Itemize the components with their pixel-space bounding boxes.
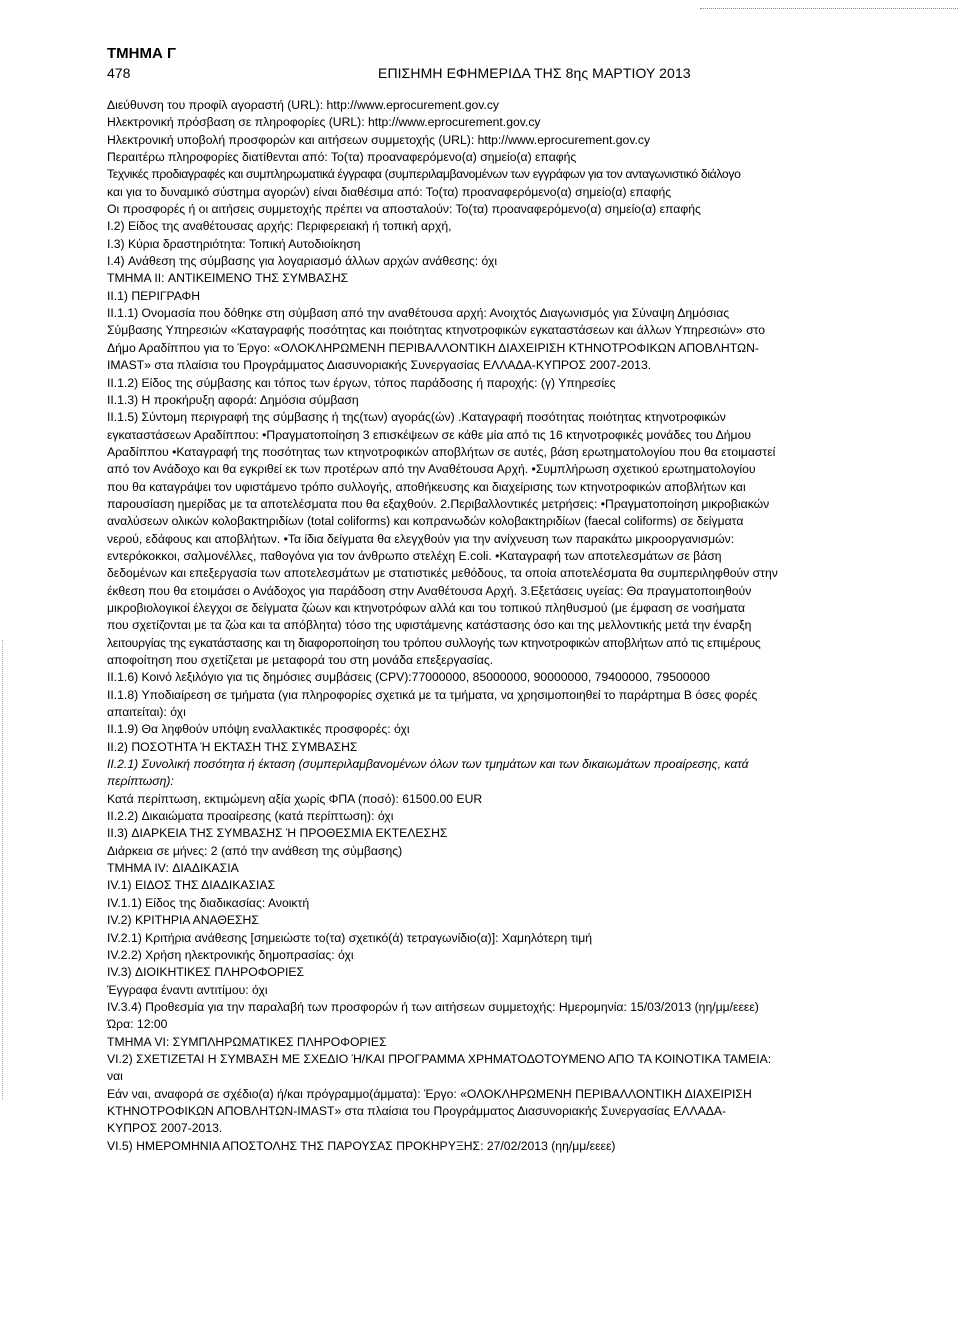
subsection-title: II.2) ΠΟΣΟΤΗΤΑ Ή ΕΚΤΑΣΗ ΤΗΣ ΣΥΜΒΑΣΗΣ (107, 739, 358, 754)
text-line: II.1.2) Είδος της σύμβασης και τόπος των έργων, τόπος παράδοσης ή παροχής: (γ) Υπηρεσίες (107, 375, 616, 390)
text-line: αναλύσεων ολικών κολοβακτηριδίων (total coliforms) και κοπρανωδών κολοβακτηριδίων (faecal coliforms) σε δείγματα (107, 514, 744, 529)
running-title: ΕΠΙΣΗΜΗ ΕΦΗΜΕΡΙΔΑ ΤΗΣ 8ης ΜΑΡΤΙΟΥ 2013 (378, 65, 691, 81)
estimated-value: Κατά περίπτωση, εκτιμώμενη αξία χωρίς ΦΠΑ (ποσό): 61500.00 EUR (107, 791, 483, 806)
text-line: εντερόκοκκοι, σαλμονέλλες, παθογόνα για τον άνθρωπο στελέχη E.coli. •Καταγραφή των αποτελεσμάτων σε βάση (107, 548, 722, 563)
text-line: Διεύθυνση του προφίλ αγοραστή (URL): http://www.eprocurement.gov.cy (107, 98, 500, 112)
text-line: II.1.1) Ονομασία που δόθηκε στη σύμβαση από την αναθέτουσα αρχή: Ανοιχτός Διαγωνισμός για Σύναψη Δημόσιας (107, 306, 730, 321)
text-line: και για το δυναμικό σύστημα αγορών) είναι διαθέσιμα από: Το(τα) προαναφερόμενο(α) σημείο(α) επαφής (107, 184, 672, 199)
text-line: Δήμο Αραδίππου για το Έργο: «ΟΛΟΚΛΗΡΩΜΕΝΗ ΠΕΡΙΒΑΛΛΟΝΤΙΚΗ ΔΙΑΧΕΙΡΙΣΗ ΚΤΗΝΟΤΡΟΦΙΚΩΝ ΑΠΟΒΛΗΤΩΝ- (107, 340, 759, 355)
text-line: από τον Ανάδοχο και θα εγκριθεί εκ των προτέρων από την Αναθέτουσα Αρχή. •Συμπλήρωση σχετικού ερωτηματολογίου (107, 462, 756, 477)
notice-body (107, 97, 907, 1155)
text-line: II.1.5) Σύντομη περιγραφή της σύμβασης ή της(των) αγοράς(ών) .Καταγραφή ποσότητας ποιότητας κτηνοτροφικών (107, 410, 726, 425)
subsection-title: II.3) ΔΙΑΡΚΕΙΑ ΤΗΣ ΣΥΜΒΑΣΗΣ Ή ΠΡΟΘΕΣΜΙΑ ΕΚΤΕΛΕΣΗΣ (107, 826, 448, 841)
text-line: Έγγραφα έναντι αντιτίμου: όχι (107, 982, 268, 997)
text-line: εγκαταστάσεων Αραδίππου: •Πραγματοποίηση 3 επισκέψεων σε κάθε μία από τις 16 κτηνοτροφικές μονάδες του Δήμου (107, 427, 752, 442)
text-line: II.2.2) Δικαιώματα προαίρεσης (κατά περίπτωση): όχι (107, 809, 394, 824)
text-line: λειτουργίας της εγκατάστασης και τη διαφοροποίηση του τρόπου συλλογής των κτηνοτροφικών αποβλήτων από τις επιμέρους (107, 635, 761, 650)
dispatch-date: VI.5) ΗΜΕΡΟΜΗΝΙΑ ΑΠΟΣΤΟΛΗΣ ΤΗΣ ΠΑΡΟΥΣΑΣ ΠΡΟΚΗΡΥΞΗΣ: 27/02/2013 (ηη/μμ/εεεε) (107, 1138, 616, 1153)
text-line: Τεχνικές προδιαγραφές και συμπληρωματικά έγγραφα (συμπεριλαμβανομένων των εγγράφων για τον ανταγωνιστικό διάλογο (107, 167, 741, 182)
text-line: Ηλεκτρονική πρόσβαση σε πληροφορίες (URL): http://www.eprocurement.gov.cy (107, 115, 541, 130)
text-line: Περαιτέρω πληροφορίες διατίθενται από: Το(τα) προαναφερόμενο(α) σημείο(α) επαφής (107, 150, 577, 165)
text-line: δεδομένων και επεξεργασία των αποτελεσμάτων με στατιστικές μεθόδους, τα οποία αποτελέσματα θα συμπεριληφθούν στην (107, 566, 778, 581)
subsection-title: VI.2) ΣΧΕΤΙΖΕΤΑΙ Η ΣΥΜΒΑΣΗ ΜΕ ΣΧΕΔΙΟ Ή/ΚΑΙ ΠΡΟΓΡΑΜΜΑ ΧΡΗΜΑΤΟΔΟΤΟΥΜΕΝΟ ΑΠΟ ΤΑ ΚΟΙΝΟΤΙΚΑ ΤΑΜΕΙΑ: (107, 1051, 772, 1066)
text-line: I.4) Ανάθεση της σύμβασης για λογαριασμό άλλων αρχών ανάθεσης: όχι (107, 254, 498, 269)
text-line: έκθεση που θα ετοιμάσει ο Ανάδοχος για παράδοση στην Αναθέτουσα Αρχή. 3.Εξετάσεις υγείας: Θα πραγματοποιηθούν (107, 583, 752, 598)
text-line: ΚΥΠΡΟΣ 2007-2013. (107, 1121, 223, 1136)
text-line: II.1.8) Υποδιαίρεση σε τμήματα (για πληροφορίες σχετικά με τα τμήματα, να χρησιμοποιηθεί το παράρτημα Β όσες φορές (107, 687, 758, 702)
text-line: Αραδίππου •Καταγραφή της ποσότητας των κτηνοτροφικών αποβλήτων σε αυτές, βάση ερωτηματολογίου που θα ετοιμαστεί (107, 444, 776, 459)
text-line: που σχετίζονται με τα ζώα και τα απόβλητα) τόσο της υφιστάμενης κατάστασης όσο και της μελλοντικής μετά την έναρξη (107, 618, 752, 633)
text-line: απαιτείται): όχι (107, 705, 186, 720)
text-line: ναι (107, 1069, 123, 1084)
section-title: ΤΜΗΜΑ II: ΑΝΤΙΚΕΙΜΕΝΟ ΤΗΣ ΣΥΜΒΑΣΗΣ (107, 271, 349, 286)
subsection-title: IV.3) ΔΙΟΙΚΗΤΙΚΕΣ ΠΛΗΡΟΦΟΡΙΕΣ (107, 965, 305, 980)
text-line: νερού, εδάφους και αποβλήτων. •Τα ίδια δείγματα θα ελεγχθούν για την ανίχνευση των παρακάτω μικροοργανισμών: (107, 531, 735, 546)
subsection-title: II.1) ΠΕΡΙΓΡΑΦΗ (107, 288, 201, 303)
text-line: IV.2.2) Χρήση ηλεκτρονικής δημοπρασίας: όχι (107, 947, 354, 962)
text-line: Οι προσφορές ή οι αιτήσεις συμμετοχής πρέπει να αποσταλούν: Το(τα) προαναφερόμενο(α) σημείο(α) επαφής (107, 202, 701, 217)
text-line: II.2.1) Συνολική ποσότητα ή έκταση (συμπεριλαμβανομένων όλων των τμημάτων και των δικαιωμάτων προαίρεσης, κατά (107, 757, 749, 772)
text-line: II.1.3) Η προκήρυξη αφορά: Δημόσια σύμβαση (107, 392, 359, 407)
text-line: II.1.9) Θα ληφθούν υπόψη εναλλακτικές προσφορές: όχι (107, 722, 410, 737)
subsection-title: IV.2) ΚΡΙΤΗΡΙΑ ΑΝΑΘΕΣΗΣ (107, 913, 259, 928)
deadline-line: IV.3.4) Προθεσμία για την παραλαβή των προσφορών ή των αιτήσεων συμμετοχής: Ημερομηνία: 15/03/2013 (ηη/μμ/εεεε) (107, 999, 759, 1014)
text-line: IV.2.1) Κριτήρια ανάθεσης [σημειώστε το(τα) σχετικό(ά) τετραγωνίδιο(α)]: Χαμηλότερη τιμή (107, 930, 593, 945)
text-line: παρουσίαση ημερίδας με τα αποτελέσματα που θα εξαχθούν. 2.Περιβαλλοντικές μετρήσεις: •Πραγματοποίηση μικροβιακών (107, 496, 770, 511)
page-number: 478 (107, 65, 131, 81)
text-line: Εάν ναι, αναφορά σε σχέδιο(α) ή/και πρόγραμμο(άμματα): Έργο: «ΟΛΟΚΛΗΡΩΜΕΝΗ ΠΕΡΙΒΑΛΛΟΝΤΙΚΗ ΔΙΑΧΕΙΡΙΣΗ (107, 1086, 752, 1101)
scan-edge-line (700, 8, 958, 9)
text-line: αποφοίτηση που σχετίζεται με μεταφορά του στη μονάδα επεξεργασίας. (107, 653, 494, 667)
scan-margin-line (2, 640, 3, 1100)
text-line: ΚΤΗΝΟΤΡΟΦΙΚΩΝ ΑΠΟΒΛΗΤΩΝ-IMAST» στα πλαίσια του Προγράμματος Διασυνοριακής Συνεργασίας ΕΛΛΑΔΑ- (107, 1103, 727, 1118)
text-line: IMAST» στα πλαίσια του Προγράμματος Διασυνοριακής Συνεργασίας ΕΛΛΑΔΑ-ΚΥΠΡΟΣ 2007-2013. (107, 358, 652, 373)
text-line: IV.1.1) Είδος της διαδικασίας: Ανοικτή (107, 895, 310, 910)
section-heading: ΤΜΗΜΑ Γ (107, 45, 177, 62)
text-line: II.1.6) Κοινό λεξιλόγιο για τις δημόσιες συμβάσεις (CPV):77000000, 85000000, 90000000, 79400000, 79500000 (107, 670, 710, 685)
section-title: ΤΜΗΜΑ VI: ΣΥΜΠΛΗΡΩΜΑΤΙΚΕΣ ΠΛΗΡΟΦΟΡΙΕΣ (107, 1034, 387, 1049)
text-line: που θα καταγράψει τον υφιστάμενο τρόπο συλλογής, αποθήκευσης και διαχείρισης των κτηνοτροφικών αποβλήτων και (107, 479, 746, 494)
text-line: I.2) Είδος της αναθέτουσας αρχής: Περιφερειακή ή τοπική αρχή, (107, 219, 452, 234)
text-line: I.3) Κύρια δραστηριότητα: Τοπική Αυτοδιοίκηση (107, 236, 361, 251)
section-title: ΤΜΗΜΑ IV: ΔΙΑΔΙΚΑΣΙΑ (107, 861, 239, 876)
deadline-time: Ώρα: 12:00 (107, 1017, 168, 1032)
text-line: Σύμβασης Υπηρεσιών «Καταγραφής ποσότητας και ποιότητας κτηνοτροφικών εγκαταστάσεων και άλλων Υπηρεσιών» στο (107, 323, 766, 338)
text-line: περίπτωση): (107, 774, 174, 789)
text-line: Ηλεκτρονική υποβολή προσφορών και αιτήσεων συμμετοχής (URL): http://www.eprocurement.gov.cy (107, 132, 651, 147)
text-line: μικροβιολογικοί έλεγχοι σε δείγματα ζώων και κτηνοτρόφων αλλά και του τοπικού πληθυσμού (με έμφαση σε νοσήματα (107, 600, 746, 615)
subsection-title: IV.1) ΕΙΔΟΣ ΤΗΣ ΔΙΑΔΙΚΑΣΙΑΣ (107, 878, 276, 893)
text-line: Διάρκεια σε μήνες: 2 (από την ανάθεση της σύμβασης) (107, 843, 403, 858)
